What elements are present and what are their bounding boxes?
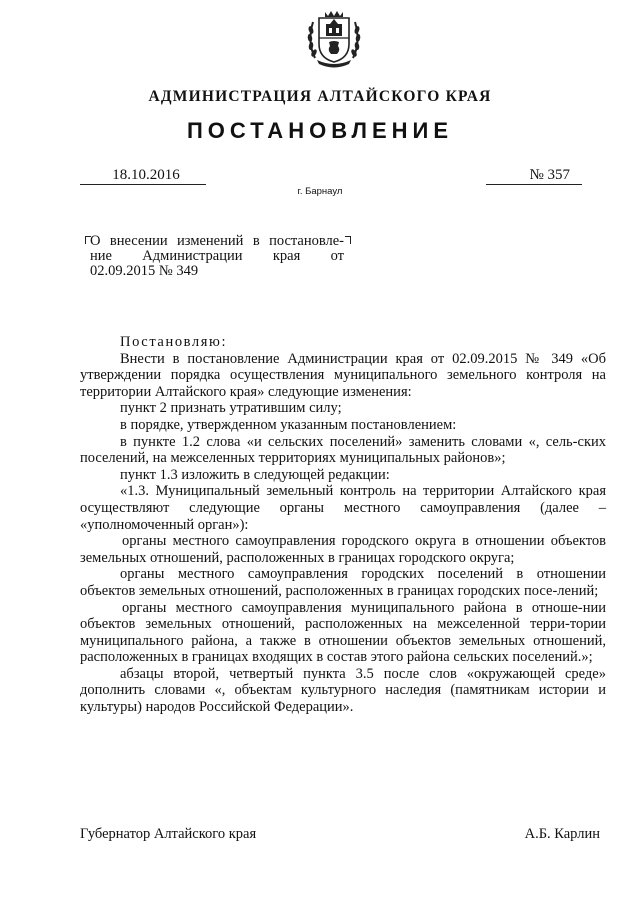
- document-city: г. Барнаул: [297, 186, 343, 197]
- body-paragraph: в пункте 1.2 слова «и сельских поселений» заменить словами «, сель-ских поселений, на межселенных территориях муниципальных районов»;: [80, 433, 606, 467]
- body-paragraph: абзацы второй, четвертый пункта 3.5 после слов «окружающей среде» дополнить словами «, объектам культурного наследия (памятникам истории и культуры) народов Российской Федерации».: [80, 665, 606, 716]
- subject-bracket-right: [345, 236, 351, 244]
- body-paragraph: органы местного самоуправления городского округа в отношении объектов земельных отношений, расположенных в границах городского округа;: [80, 533, 606, 566]
- body-paragraph: пункт 2 признать утратившим силу;: [120, 400, 342, 417]
- body-paragraph: Внести в постановление Администрации края от 02.09.2015 № 349 «Об утверждении порядка осуществления муниципального земельного контроля на территории Алтайского края» следующие изменения:: [80, 350, 606, 400]
- body-paragraph: пункт 1.3 изложить в следующей редакции:: [120, 466, 390, 483]
- signatory-position: Губернатор Алтайского края: [80, 826, 257, 842]
- body-paragraph: органы местного самоуправления муниципального района в отноше-нии объектов земельных отношений, расположенных на межселенной терри-тории муниципального района, а также в отношении объектов земельных отношений, расположенных в границах входящих в состав этого района сельских поселений.»;: [80, 599, 606, 666]
- signatory-name: А.Б. Карлин: [524, 826, 600, 842]
- coat-of-arms-icon: [305, 8, 363, 74]
- body-paragraph: в порядке, утвержденном указанным постановлением:: [120, 416, 457, 433]
- signature-block: [80, 826, 600, 843]
- document-number: № 357: [486, 166, 582, 185]
- document-body: [80, 334, 606, 716]
- document-date: 18.10.2016: [80, 166, 206, 185]
- subject-line: О внесении изменений в постановле-: [90, 233, 344, 249]
- body-paragraph: «1.3. Муниципальный земельный контроль на территории Алтайского края осуществляют следующие органы местного самоуправления (далее – «уполномоченный орган»):: [80, 483, 606, 533]
- subject-line: 02.09.2015 № 349: [90, 263, 199, 279]
- subject-line: ние Администрации края от: [90, 248, 344, 264]
- organization-title: АДМИНИСТРАЦИЯ АЛТАЙСКОГО КРАЯ: [148, 88, 492, 105]
- decree-keyword: Постановляю:: [120, 334, 228, 350]
- body-paragraph: органы местного самоуправления городских поселений в отношении объектов земельных отношений, расположенных в границах городских посе-лений;: [80, 566, 606, 599]
- document-subject: [90, 234, 344, 279]
- document-type-title: ПОСТАНОВЛЕНИЕ: [186, 118, 454, 143]
